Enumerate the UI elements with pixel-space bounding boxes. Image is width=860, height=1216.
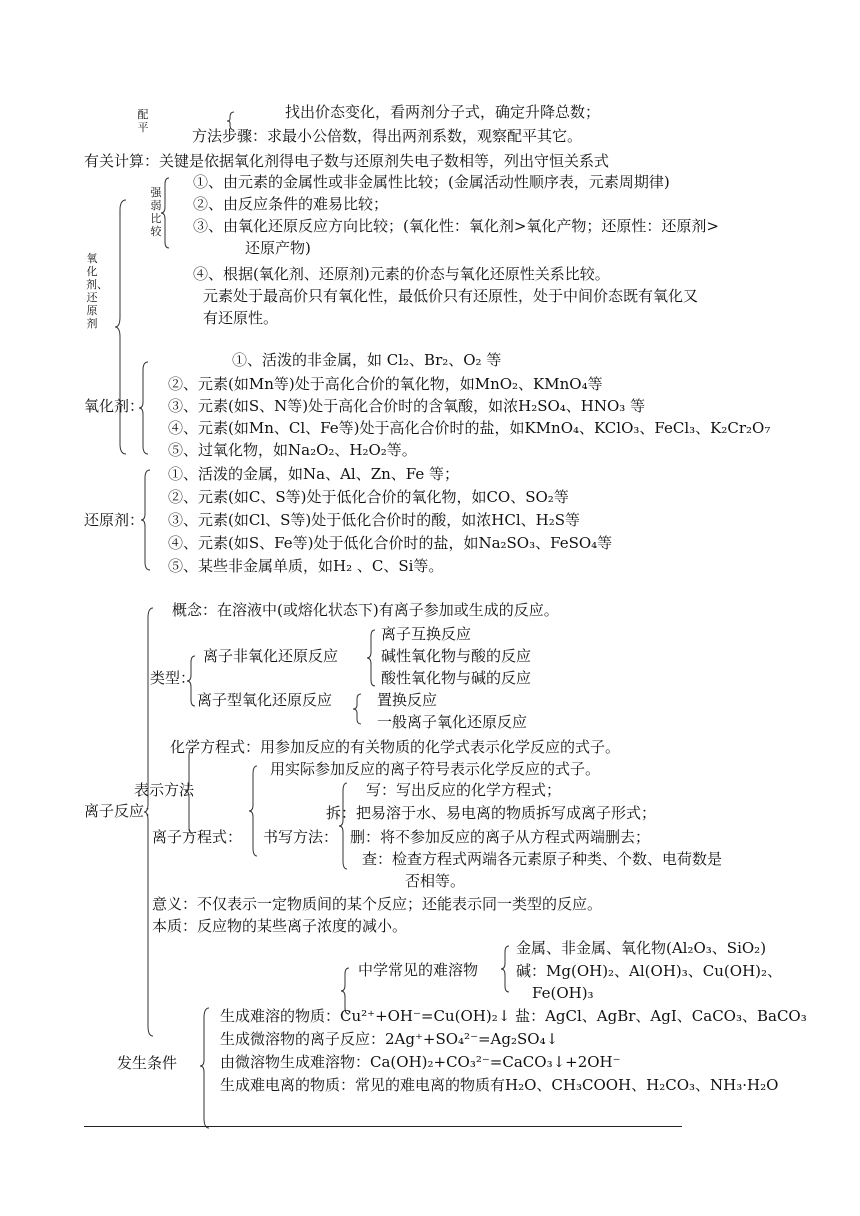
oxidant-label: 氧化剂： xyxy=(84,397,145,415)
ion-eq-brace xyxy=(248,766,258,856)
oxidant-item-3: ③、元素(如S、N等)处于高化合价时的含氧酸，如浓H₂SO₄、HNO₃ 等 xyxy=(168,397,646,415)
ionic-concept: 概念：在溶液中(或熔化状态下)有离子参加或生成的反应。 xyxy=(172,601,559,619)
conditions-brace xyxy=(199,1008,211,1128)
gen-weak-electrolyte: 生成难电离的物质：常见的难电离的物质有H₂O、CH₃COOH、H₂CO₃、NH₃·H₂O xyxy=(220,1076,779,1094)
redox-type: 离子型氧化还原反应 xyxy=(197,691,333,709)
ion-equation-label: 离子方程式： xyxy=(152,828,243,846)
nonredox-sub-3: 酸性氧化物与碱的反应 xyxy=(381,669,532,687)
reductant-item-4: ④、元素(如S、Fe等)处于低化合价时的盐，如Na₂SO₃、FeSO₄等 xyxy=(168,534,613,552)
strength-method-3: ③、由氧化还原反应方向比较；(氧化性：氧化剂>氧化产物；还原性：还原剂> xyxy=(193,217,719,235)
redox-sub-1: 置换反应 xyxy=(377,691,438,709)
redox-brace xyxy=(352,694,362,724)
repr-brace xyxy=(184,748,194,834)
ionic-label: 离子反应： xyxy=(84,802,160,820)
valence-note-cont: 有还原性。 xyxy=(203,309,279,327)
strength-label: 强弱比较 xyxy=(150,186,162,238)
oxidant-brace xyxy=(138,362,150,454)
type-label: 类型： xyxy=(150,669,196,687)
oxidant-item-2: ②、元素(如Mn等)处于高化合价的氧化物，如MnO₂、KMnO₄等 xyxy=(168,375,603,393)
delete-step: 删：将不参加反应的离子从方程式两端删去； xyxy=(350,828,651,846)
nonredox-sub-2: 碱性氧化物与酸的反应 xyxy=(381,647,532,665)
bottom-rule xyxy=(84,1126,682,1127)
oxidant-item-4: ④、元素(如Mn、Cl、Fe等)处于高化合价时的盐，如KMnO₄、KClO₃、FeCl₃、K₂Cr₂O₇ xyxy=(168,419,771,437)
reductant-label: 还原剂： xyxy=(84,511,145,529)
chem-equation-def: 化学方程式：用参加反应的有关物质的化学式表示化学反应的式子。 xyxy=(170,738,621,756)
strength-method-1: ①、由元素的金属性或非金属性比较；(金属活动性顺序表，元素周期律) xyxy=(193,173,670,191)
slight-to-insoluble: 由微溶物生成难溶物：Ca(OH)₂+CO₃²⁻=CaCO₃↓+2OH⁻ xyxy=(220,1053,621,1071)
gen-insoluble: 生成难溶的物质：Cu²⁺+OH⁻=Cu(OH)₂↓ 盐：AgCl、AgBr、AgI、CaCO₃、BaCO₃ xyxy=(220,1007,807,1025)
write-step: 写：写出反应的化学方程式； xyxy=(366,781,562,799)
strength-method-3-cont: 还原产物) xyxy=(245,239,311,257)
conditions-label: 发生条件 xyxy=(117,1054,178,1072)
reductant-brace xyxy=(140,470,152,570)
oxidant-item-1: ①、活泼的非金属，如 Cl₂、Br₂、O₂ 等 xyxy=(232,351,502,369)
reductant-item-1: ①、活泼的金属，如Na、Al、Zn、Fe 等； xyxy=(168,465,460,483)
nonredox-sub-1: 离子互换反应 xyxy=(381,625,472,643)
peiping-label: 配平 xyxy=(137,108,149,134)
reductant-item-2: ②、元素(如C、S等)处于低化合价的氧化物，如CO、SO₂等 xyxy=(168,488,569,506)
peiping-line-1: 找出价态变化，看两剂分子式，确定升降总数； xyxy=(285,103,601,121)
write-method-label: 书写方法： xyxy=(263,828,339,846)
oxred-label: 氧化剂、还原剂 xyxy=(86,252,108,330)
common-insoluble-label: 中学常见的难溶物 xyxy=(358,961,479,979)
strength-brace xyxy=(160,178,170,248)
strength-method-4: ④、根据(氧化剂、还原剂)元素的价态与氧化还原性关系比较。 xyxy=(193,265,610,283)
calc-line: 有关计算：关键是依据氧化剂得电子数与还原剂失电子数相等，列出守恒关系式 xyxy=(84,152,610,170)
ionic-essence: 本质：反应物的某些离子浓度的减小。 xyxy=(152,917,408,935)
insoluble-brace xyxy=(500,946,510,992)
check-step: 查：检查方程式两端各元素原子种类、个数、电荷数是 xyxy=(362,850,723,868)
ion-equation-def: 用实际参加反应的离子符号表示化学反应的式子。 xyxy=(270,760,601,778)
nonredox-brace xyxy=(366,630,376,686)
strength-method-2: ②、由反应条件的难易比较； xyxy=(193,195,389,213)
check-step-cont: 否相等。 xyxy=(405,872,466,890)
insoluble-item-1: 金属、非金属、氧化物(Al₂O₃、SiO₂) xyxy=(516,939,767,957)
nonredox-type: 离子非氧化还原反应 xyxy=(203,647,339,665)
write-method-brace xyxy=(338,783,348,869)
valence-note: 元素处于最高价只有氧化性，最低价只有还原性，处于中间价态既有氧化又 xyxy=(203,287,699,305)
redox-sub-2: 一般离子氧化还原反应 xyxy=(377,713,528,731)
reductant-item-5: ⑤、某些非金属单质，如H₂ 、C、Si等。 xyxy=(168,557,444,575)
oxidant-item-5: ⑤、过氧化物，如Na₂O₂、H₂O₂等。 xyxy=(168,441,417,459)
gen-slightly-soluble: 生成微溶物的离子反应：2Ag⁺+SO₄²⁻=Ag₂SO₄↓ xyxy=(220,1030,559,1048)
split-step: 拆：把易溶于水、易电离的物质拆写成离子形式； xyxy=(326,804,657,822)
peiping-line-2: 方法步骤：求最小公倍数，得出两剂系数，观察配平其它。 xyxy=(192,127,583,145)
insoluble-item-2-cont: Fe(OH)₃ xyxy=(532,984,594,1002)
ionic-meaning: 意义：不仅表示一定物质间的某个反应；还能表示同一类型的反应。 xyxy=(152,895,603,913)
reductant-item-3: ③、元素(如Cl、S等)处于低化合价时的酸，如浓HCl、H₂S等 xyxy=(168,511,580,529)
repr-label: 表示方法 xyxy=(134,781,195,799)
type-brace xyxy=(186,656,196,706)
insoluble-item-2: 碱：Mg(OH)₂、Al(OH)₃、Cu(OH)₂、 xyxy=(516,962,783,980)
